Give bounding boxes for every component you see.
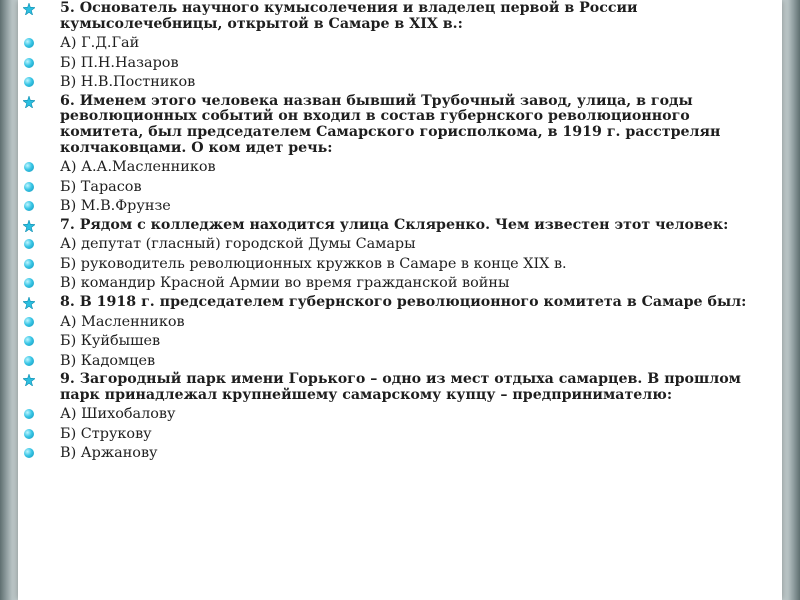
answer-option <box>18 35 782 51</box>
answer-text: А) Масленников <box>60 313 185 330</box>
round-bullet-icon <box>24 448 34 458</box>
question-item <box>18 94 782 156</box>
round-bullet-icon <box>24 336 34 346</box>
answer-option <box>18 333 782 349</box>
round-bullet-icon <box>24 317 34 327</box>
round-bullet-icon <box>24 356 34 366</box>
round-bullet-icon <box>24 239 34 249</box>
answer-text: В) командир Красной Армии во время гражданской войны <box>60 275 510 292</box>
question-text: 7. Рядом с колледжем находится улица Скляренко. Чем известен этот человек: <box>60 216 729 233</box>
answer-text: Б) Тарасов <box>60 178 142 195</box>
answer-option <box>18 55 782 71</box>
round-bullet-icon <box>24 259 34 269</box>
round-bullet-icon <box>24 38 34 48</box>
question-item <box>18 372 782 403</box>
question-item <box>18 1 782 32</box>
answer-option <box>18 275 782 291</box>
question-item <box>18 295 782 311</box>
star-bullet-icon <box>23 96 35 108</box>
question-item <box>18 218 782 234</box>
answer-text: А) Г.Д.Гай <box>60 35 140 52</box>
round-bullet-icon <box>24 429 34 439</box>
star-bullet-icon <box>23 3 35 15</box>
question-text: 6. Именем этого человека назван бывший Трубочный завод, улица, в годы революционных событий он входил в состав губернского революционного комитета, был председателем Самарского горисполкома, в 1919 г. расстрелян колчаковцами. О ком идет речь: <box>60 92 721 156</box>
answer-text: А) депутат (гласный) городской Думы Самары <box>60 236 416 253</box>
answer-text: В) Аржанову <box>60 445 158 462</box>
answer-option <box>18 74 782 90</box>
answer-text: В) М.В.Фрунзе <box>60 198 171 215</box>
round-bullet-icon <box>24 182 34 192</box>
answer-option <box>18 159 782 175</box>
star-bullet-icon <box>23 220 35 232</box>
answer-text: Б) Куйбышев <box>60 333 161 350</box>
star-bullet-icon <box>23 297 35 309</box>
answer-option <box>18 353 782 369</box>
answer-option <box>18 236 782 252</box>
question-text: 9. Загородный парк имени Горького – одно из мест отдыха самарцев. В прошлом парк принадлежал крупнейшему самарскому купцу – предпринимателю: <box>60 371 741 403</box>
round-bullet-icon <box>24 58 34 68</box>
question-text: 5. Основатель научного кумысолечения и владелец первой в России кумысолечебницы, открытой в Самаре в XIX в.: <box>60 0 638 32</box>
slide <box>18 0 782 600</box>
answer-text: Б) Струкову <box>60 425 152 442</box>
quiz-list <box>18 0 782 465</box>
answer-text: В) Н.В.Постников <box>60 74 196 91</box>
round-bullet-icon <box>24 77 34 87</box>
answer-option <box>18 314 782 330</box>
question-text: 8. В 1918 г. председателем губернского революционного комитета в Самаре был: <box>60 293 747 310</box>
answer-text: Б) руководитель революционных кружков в Самаре в конце XIX в. <box>60 255 567 272</box>
answer-text: А) Шихобалову <box>60 406 176 423</box>
round-bullet-icon <box>24 278 34 288</box>
answer-text: Б) П.Н.Назаров <box>60 54 179 71</box>
answer-text: В) Кадомцев <box>60 352 156 369</box>
answer-option <box>18 406 782 422</box>
round-bullet-icon <box>24 409 34 419</box>
answer-option <box>18 179 782 195</box>
round-bullet-icon <box>24 162 34 172</box>
round-bullet-icon <box>24 201 34 211</box>
star-bullet-icon <box>23 374 35 386</box>
answer-option <box>18 445 782 461</box>
answer-option <box>18 256 782 272</box>
answer-option <box>18 198 782 214</box>
answer-text: А) А.А.Масленников <box>60 159 216 176</box>
answer-option <box>18 426 782 442</box>
